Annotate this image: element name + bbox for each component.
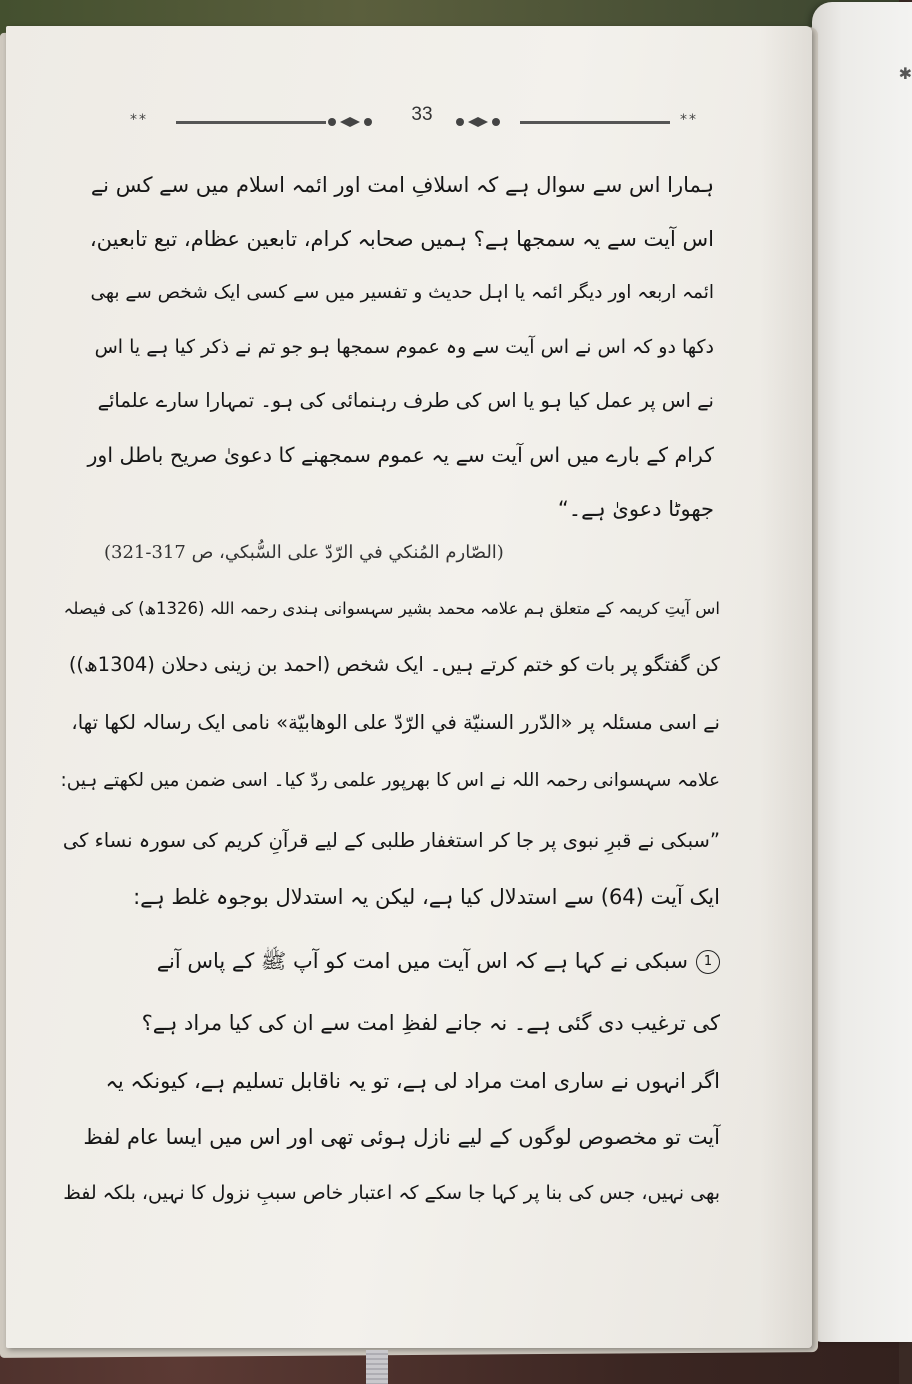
paragraph-line: نے اسی مسئلہ پر «الدّرر السنيّة في الرّدّ على الوهابيّة» نامی ایک رسالہ لکھا تھا،: [71, 711, 720, 734]
main-paragraph: [60, 594, 720, 814]
point-line: بھی نہیں، جس کی بنا پر کہا جا سکے کہ اعتبار خاص سببِ نزول کا نہیں، بلکہ لفظ: [63, 1182, 720, 1204]
paragraph-line: علامہ سہسوانی رحمہ اللہ نے اس کا بھرپور علمی ردّ کیا۔ اسی ضمن میں لکھتے ہیں:: [60, 770, 720, 791]
page-header: [120, 104, 720, 134]
quote-line: ایک آیت (64) سے استدلال کیا ہے، لیکن یہ استدلال بوجوہ غلط ہے:: [133, 885, 720, 909]
bookmark-ribbon: [366, 1350, 388, 1384]
quote-line: جھوٹا دعویٰ ہے۔“: [557, 497, 714, 521]
numbered-point-first-line: [157, 946, 720, 976]
quote-line: دکھا دو کہ اس نے اس آیت سے وہ عموم سمجھا ہو جو تم نے ذکر کیا ہے یا اس: [94, 336, 714, 358]
point-line: سبکی نے کہا ہے کہ اس آیت میں امت کو آپ ﷺ کے پاس آنے: [156, 949, 688, 973]
header-rule-right: [520, 121, 670, 124]
page-number: 33: [411, 104, 433, 125]
paragraph-line: اس آیتِ کریمہ کے متعلق ہم علامہ محمد بشیر سہسوانی ہندی رحمہ اللہ (1326ھ) کی فیصلہ: [63, 599, 720, 618]
quote-line: ہمارا اس سے سوال ہے کہ اسلافِ امت اور ائمہ اسلام میں سے کس نے: [90, 173, 714, 197]
numbered-point: [60, 946, 720, 1246]
point-line: کی ترغیب دی گئی ہے۔ نہ جانے لفظِ امت سے ان کی کیا مراد ہے؟: [141, 1011, 720, 1035]
quote-line: کرام کے بارے میں اس آیت سے یہ عموم سمجھنے کا دعویٰ صریح باطل اور: [87, 443, 714, 467]
left-star-ornament: **: [130, 112, 148, 128]
paragraph-line: کن گفتگو پر بات کو ختم کرتے ہیں۔ ایک شخص (احمد بن زینی دحلان (1304ھ)): [68, 653, 720, 676]
diamond-ornament-right-icon: [454, 114, 504, 130]
diamond-ornament-left-icon: [326, 114, 376, 130]
point-line: اگر انہوں نے ساری امت مراد لی ہے، تو یہ ناقابل تسلیم ہے، کیونکہ یہ: [105, 1069, 720, 1093]
quote-block: [88, 160, 714, 530]
quote-line: ائمہ اربعہ اور دیگر ائمہ یا اہل حدیث و تفسیر میں سے کسی ایک شخص سے بھی: [90, 282, 714, 303]
quote-line: نے اس پر عمل کیا ہو یا اس کی طرف رہنمائی کی ہو۔ تمہارا سارے علمائے: [97, 389, 714, 412]
second-quote: [60, 826, 720, 936]
point-number-badge: 1: [696, 950, 720, 974]
gutter-shade: [760, 26, 812, 1348]
reference-citation: (الصّارم المُنكي في الرّدّ على السُّبكي، ص 317-321): [104, 542, 504, 563]
star-icon: ✱: [898, 64, 912, 83]
quote-line: اس آیت سے یہ سمجھا ہے؟ ہمیں صحابہ کرام، تابعین عظام، تبع تابعین،: [89, 227, 714, 251]
header-rule-left: [176, 121, 326, 124]
point-line: آیت تو مخصوص لوگوں کے لیے نازل ہوئی تھی اور اس میں ایسا عام لفظ: [83, 1125, 720, 1149]
right-star-ornament: **: [680, 112, 698, 128]
next-page-edge: [812, 2, 912, 1342]
quote-line: ”سبکی نے قبرِ نبوی پر جا کر استغفار طلبی کے لیے قرآنِ کریم کی سورہ نساء کی: [62, 829, 720, 852]
